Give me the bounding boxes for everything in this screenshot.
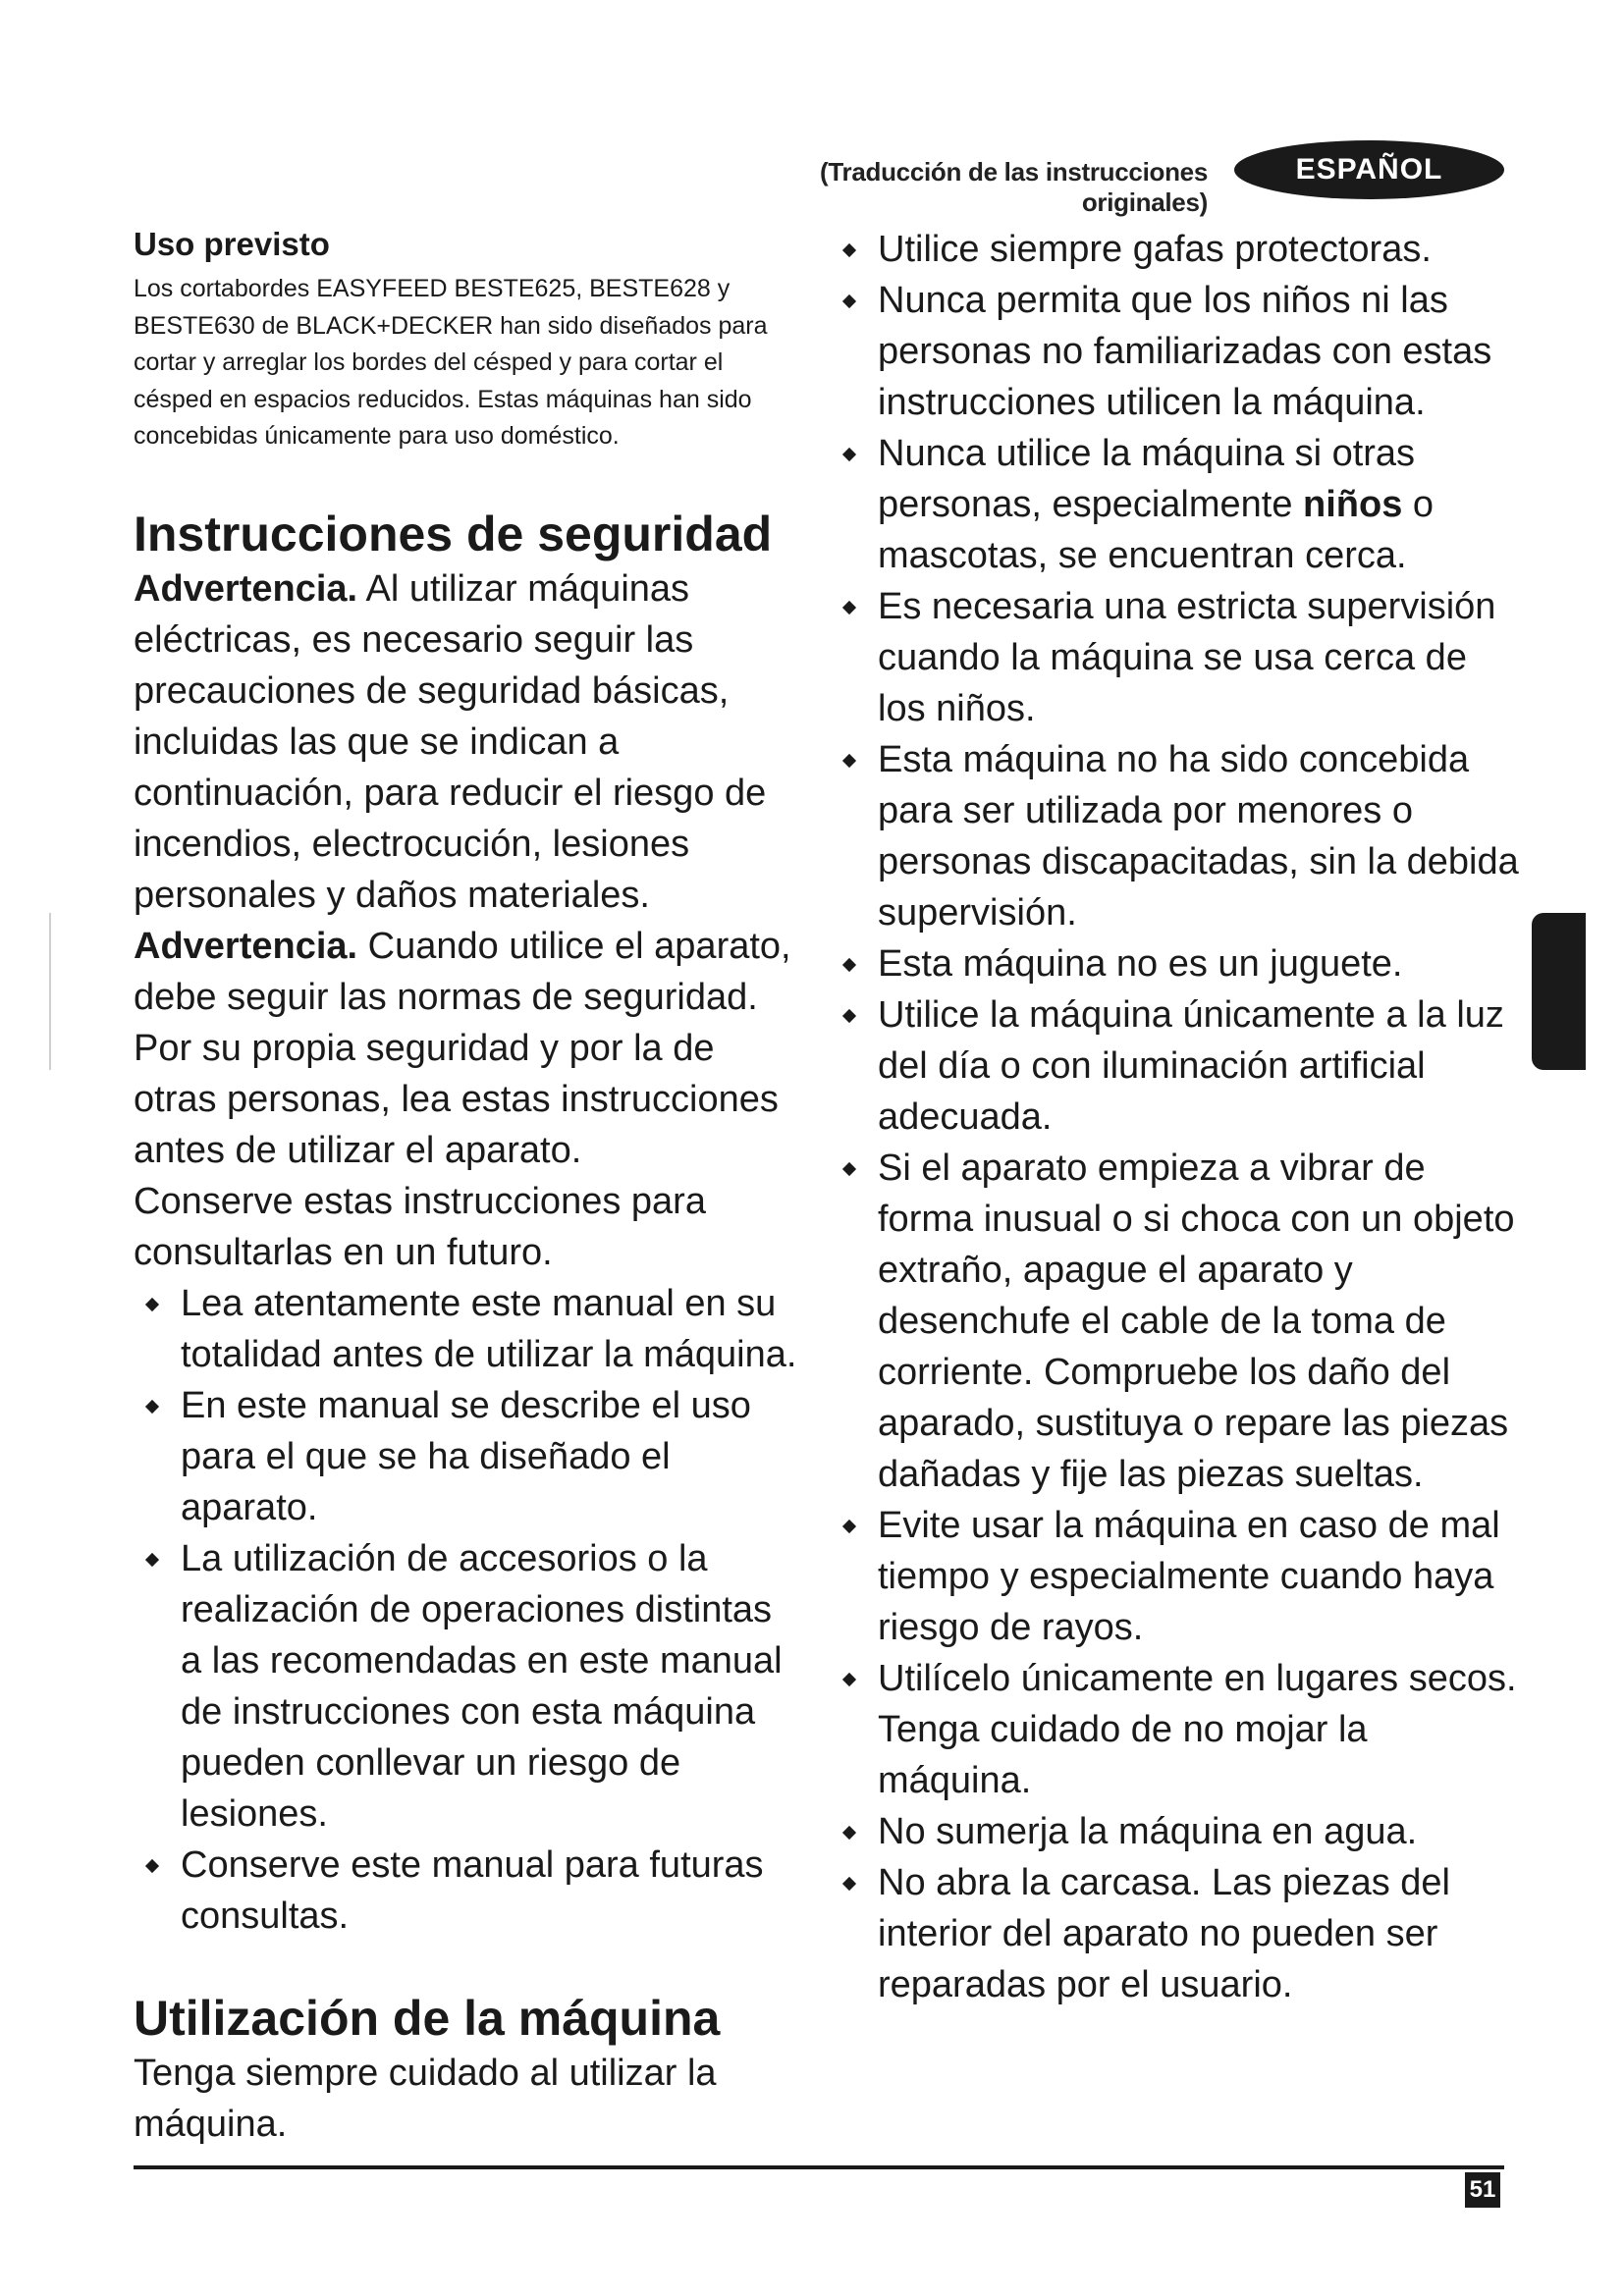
safety-bullet-list xyxy=(139,1278,801,1942)
list-item-text: Conserve este manual para futuras consultas. xyxy=(181,1843,764,1937)
list-item-text: o mascotas, se encuentran cerca. xyxy=(878,484,1435,576)
diamond-bullet-icon xyxy=(842,294,856,308)
list-item xyxy=(837,989,1524,1143)
intended-use-title: Uso previsto xyxy=(134,226,330,262)
left-column xyxy=(134,224,801,2150)
safety-title: Instrucciones de seguridad xyxy=(134,506,773,561)
list-item xyxy=(837,938,1524,989)
diamond-bullet-icon xyxy=(842,243,856,257)
list-item-text: Utilícelo únicamente en lugares secos. Tenga cuidado de no mojar la máquina. xyxy=(878,1658,1517,1801)
list-item xyxy=(837,734,1524,938)
list-item xyxy=(837,581,1524,734)
list-item-text: Esta máquina no ha sido concebida para ser utilizada por menores o personas discapacitadas, sin la debida supervisión. xyxy=(878,739,1519,934)
machine-use-title: Utilización de la máquina xyxy=(134,1990,721,2046)
list-item-text: Si el aparato empieza a vibrar de forma inusual o si choca con un objeto extraño, apague el aparato y desenchufe el cable de la toma de corriente. Compruebe los daño del aparado, sustituya o repare las piezas dañadas y fije las piezas sueltas. xyxy=(878,1148,1515,1495)
list-item-text: Nunca permita que los niños ni las personas no familiarizadas con estas instrucciones utilicen la máquina. xyxy=(878,280,1492,423)
list-item xyxy=(837,1806,1524,1857)
list-item-text: Lea atentamente este manual en su totalidad antes de utilizar la máquina. xyxy=(181,1282,797,1375)
warning-paragraph-1 xyxy=(134,563,801,921)
translation-note: (Traducción de las instrucciones originales) xyxy=(820,157,1208,217)
list-item xyxy=(837,428,1524,581)
list-item-text: Esta máquina no es un juguete. xyxy=(878,943,1403,985)
diamond-bullet-icon xyxy=(842,448,856,461)
list-item-text: Utilice siempre gafas protectoras. xyxy=(878,229,1432,270)
list-item xyxy=(837,1143,1524,1500)
diamond-bullet-icon xyxy=(842,754,856,768)
diamond-bullet-icon xyxy=(842,1673,856,1686)
diamond-bullet-icon xyxy=(842,1826,856,1840)
intended-use-text: Los cortabordes EASYFEED BESTE625, BESTE628 y BESTE630 de BLACK+DECKER han sido diseñados para cortar y arreglar los bordes del césped y para cortar el césped en espacios reducidos. Estas máquinas han sido concebidas únicamente para uso doméstico. xyxy=(134,275,768,450)
footer-rule xyxy=(134,2165,1504,2169)
list-item xyxy=(837,224,1524,275)
list-item xyxy=(139,1278,801,1380)
diamond-bullet-icon xyxy=(842,1009,856,1023)
diamond-bullet-icon xyxy=(842,1162,856,1176)
machine-use-text: Tenga siempre cuidado al utilizar la máquina. xyxy=(134,2052,717,2145)
list-item xyxy=(837,1500,1524,1653)
diamond-bullet-icon xyxy=(145,1858,159,1872)
section-side-tab xyxy=(1532,913,1586,1070)
warning-paragraph-2 xyxy=(134,921,801,1176)
list-item xyxy=(837,275,1524,428)
diamond-bullet-icon xyxy=(145,1399,159,1413)
margin-line xyxy=(49,913,51,1070)
language-badge: ESPAÑOL xyxy=(1234,140,1504,199)
list-item-text: Utilice la máquina únicamente a la luz del día o con iluminación artificial adecuada. xyxy=(878,994,1504,1138)
warning-label-2: Advertencia. xyxy=(134,925,358,967)
right-column xyxy=(837,224,1524,2010)
diamond-bullet-icon xyxy=(842,1520,856,1533)
list-item-text: La utilización de accesorios o la realización de operaciones distintas a las recomendadas en este manual de instrucciones con esta máquina pueden conllevar un riesgo de lesiones. xyxy=(181,1537,783,1835)
diamond-bullet-icon xyxy=(145,1297,159,1310)
list-item-text: No abra la carcasa. Las piezas del interior del aparato no pueden ser reparadas por el usuario. xyxy=(878,1862,1450,2005)
children-emphasis: niños xyxy=(1303,484,1403,525)
diamond-bullet-icon xyxy=(842,1877,856,1891)
list-item xyxy=(139,1840,801,1942)
diamond-bullet-icon xyxy=(842,958,856,972)
warning-label-1: Advertencia. xyxy=(134,567,358,610)
diamond-bullet-icon xyxy=(145,1552,159,1566)
diamond-bullet-icon xyxy=(842,601,856,614)
list-item-text: Es necesaria una estricta supervisión cuando la máquina se usa cerca de los niños. xyxy=(878,586,1496,729)
page-number: 51 xyxy=(1465,2172,1500,2208)
warning-text-2: Cuando utilice el aparato, debe seguir las normas de seguridad. Por su propia seguridad y por la de otras personas, lea estas instrucciones antes de utilizar el aparato. xyxy=(134,925,791,1171)
list-item-text: Evite usar la máquina en caso de mal tiempo y especialmente cuando haya riesgo de rayos. xyxy=(878,1505,1500,1648)
list-item xyxy=(837,1857,1524,2010)
list-item xyxy=(139,1533,801,1840)
list-item-text: En este manual se describe el uso para el que se ha diseñado el aparato. xyxy=(181,1384,751,1528)
warning-text-1: Al utilizar máquinas eléctricas, es necesario seguir las precauciones de seguridad básicas, incluidas las que se indican a continuación, para reducir el riesgo de incendios, electrocución, lesiones personales y daños materiales. xyxy=(134,567,767,916)
right-bullet-list xyxy=(837,224,1524,2010)
keep-instructions-text: Conserve estas instrucciones para consultarlas en un futuro. xyxy=(134,1180,706,1273)
list-item-text: No sumerja la máquina en agua. xyxy=(878,1811,1418,1852)
list-item xyxy=(837,1653,1524,1806)
list-item-text: Nunca utilice la máquina si otras personas, especialmente xyxy=(878,433,1416,525)
list-item xyxy=(139,1380,801,1533)
